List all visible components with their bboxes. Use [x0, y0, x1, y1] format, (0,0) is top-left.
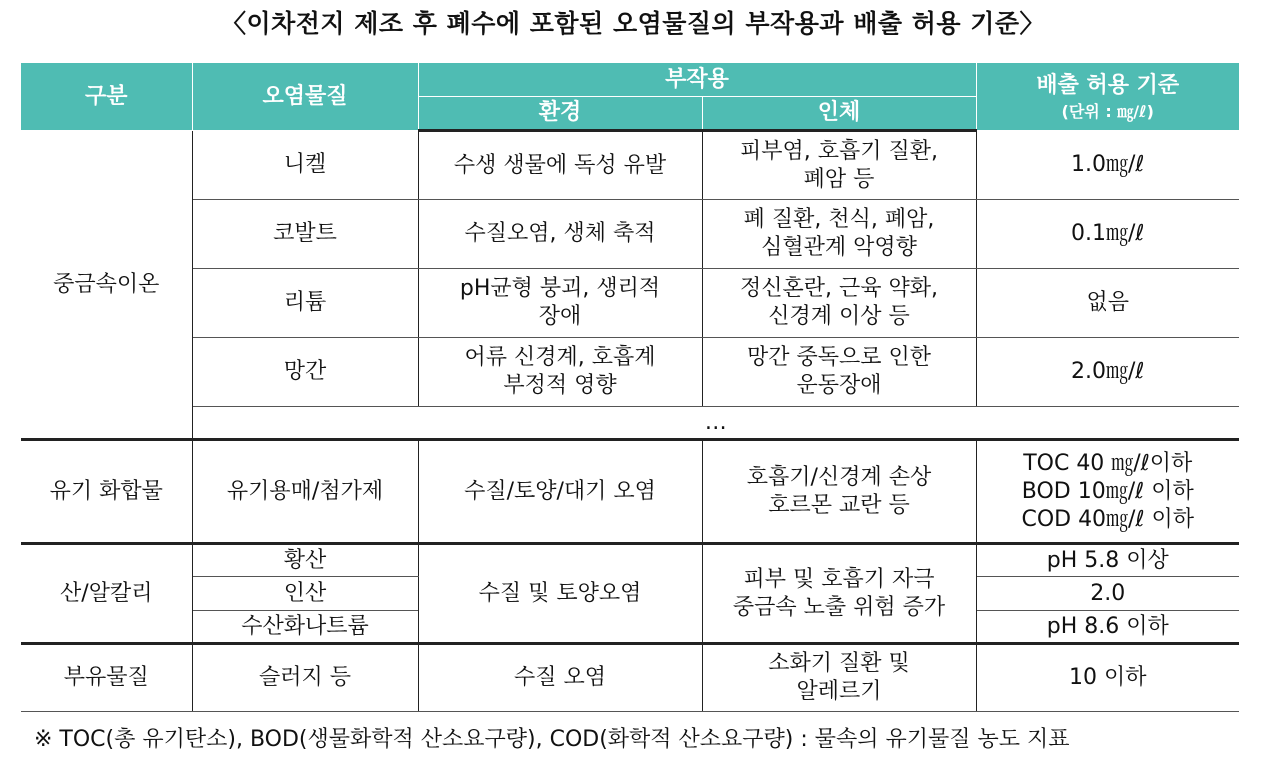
- env-cell: 수질오염, 생체 축적: [418, 200, 702, 269]
- table-row: [21, 200, 1239, 269]
- header-emission-standard: [976, 63, 1239, 131]
- standard-cell: 1.0㎎/ℓ: [976, 131, 1239, 200]
- standard-cell: 2.0: [976, 577, 1239, 611]
- table-row: [21, 269, 1239, 338]
- pollutant-cell: 니켈: [192, 131, 418, 200]
- pollutant-cell: 황산: [192, 544, 418, 577]
- table-row-ellipsis: [21, 407, 1239, 440]
- category-heavy-metal: 중금속이온: [21, 131, 192, 440]
- standard-cell: 10 이하: [976, 644, 1239, 712]
- table-row: [21, 544, 1239, 577]
- table-row: [21, 644, 1239, 712]
- pollutant-cell: 유기용매/첨가제: [192, 440, 418, 544]
- header-environment: 환경: [418, 97, 702, 131]
- standard-cell: pH 8.6 이하: [976, 611, 1239, 644]
- human-cell: 피부염, 호흡기 질환, 폐암 등: [702, 131, 976, 200]
- header-row-1: [21, 63, 1239, 97]
- pollutant-cell: 리튬: [192, 269, 418, 338]
- table-row: [21, 131, 1239, 200]
- human-cell: 피부 및 호흡기 자극 중금속 노출 위험 증가: [702, 544, 976, 644]
- env-cell: pH균형 붕괴, 생리적 장애: [418, 269, 702, 338]
- category-organic: 유기 화합물: [21, 440, 192, 544]
- table-row: [21, 440, 1239, 544]
- pollutant-cell: 슬러지 등: [192, 644, 418, 712]
- header-category: 구분: [21, 63, 192, 131]
- standard-cell: 없음: [976, 269, 1239, 338]
- pollutant-cell: 수산화나트륨: [192, 611, 418, 644]
- pollutant-cell: 인산: [192, 577, 418, 611]
- ellipsis-cell: …: [192, 407, 1239, 440]
- standard-cell: 2.0㎎/ℓ: [976, 338, 1239, 407]
- footnote: ※ TOC(총 유기탄소), BOD(생물화학적 산소요구량), COD(화학적 산소요구량) : 물속의 유기물질 농도 지표: [34, 727, 1070, 752]
- env-cell: 수질 및 토양오염: [418, 544, 702, 644]
- standard-cell: pH 5.8 이상: [976, 544, 1239, 577]
- header-unit: (단위 : ㎎/ℓ): [1061, 101, 1154, 121]
- pollutant-cell: 코발트: [192, 200, 418, 269]
- header-human: 인체: [702, 97, 976, 131]
- category-floating: 부유물질: [21, 644, 192, 712]
- human-cell: 호흡기/신경계 손상 호르몬 교란 등: [702, 440, 976, 544]
- pollutant-cell: 망간: [192, 338, 418, 407]
- human-cell: 소화기 질환 및 알레르기: [702, 644, 976, 712]
- header-side-effects: 부작용: [418, 63, 976, 97]
- category-acid-alkali: 산/알칼리: [21, 544, 192, 644]
- header-pollutant: 오염물질: [192, 63, 418, 131]
- standard-cell: TOC 40 ㎎/ℓ이하 BOD 10㎎/ℓ 이하 COD 40㎎/ℓ 이하: [976, 440, 1239, 544]
- human-cell: 망간 중독으로 인한 운동장애: [702, 338, 976, 407]
- standard-cell: 0.1㎎/ℓ: [976, 200, 1239, 269]
- pollutant-table: [21, 62, 1239, 712]
- header-emission-standard-label: 배출 허용 기준: [1036, 72, 1180, 98]
- env-cell: 어류 신경계, 호흡계 부정적 영향: [418, 338, 702, 407]
- page-title: 〈이차전지 제조 후 폐수에 포함된 오염물질의 부작용과 배출 허용 기준〉: [220, 9, 1046, 38]
- env-cell: 수생 생물에 독성 유발: [418, 131, 702, 200]
- human-cell: 폐 질환, 천식, 폐암, 심혈관계 악영향: [702, 200, 976, 269]
- table-row: [21, 338, 1239, 407]
- env-cell: 수질 오염: [418, 644, 702, 712]
- env-cell: 수질/토양/대기 오염: [418, 440, 702, 544]
- human-cell: 정신혼란, 근육 약화, 신경계 이상 등: [702, 269, 976, 338]
